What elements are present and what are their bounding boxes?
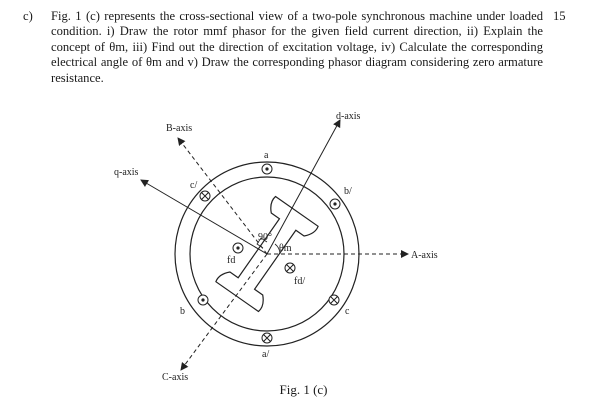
conductor-a-prime-cross	[262, 333, 272, 343]
c-axis-line	[181, 254, 270, 370]
a-axis-label: A-axis	[411, 250, 438, 261]
conductor-fd-prime-label: fd/	[294, 276, 306, 287]
conductor-c-prime-cross	[200, 191, 210, 201]
d-axis-label: d-axis	[336, 111, 361, 122]
conductor-b-prime-label: b/	[344, 186, 352, 197]
marks-label: 15	[553, 9, 566, 23]
conductor-fd-prime-cross	[285, 263, 295, 273]
conductor-c-label: c	[345, 306, 350, 317]
right-angle-label: 90°	[258, 232, 272, 243]
conductor-b-prime-dot	[330, 199, 340, 209]
question-label: c)	[23, 9, 33, 23]
conductor-a-label: a	[264, 150, 269, 161]
conductor-b-label: b	[180, 306, 185, 317]
figure-caption: Fig. 1 (c)	[279, 382, 328, 397]
conductor-c-prime-label: c/	[190, 180, 198, 191]
b-axis-line	[178, 138, 267, 254]
conductor-a-prime-label: a/	[262, 349, 270, 360]
conductor-fd-label: fd	[227, 255, 236, 266]
conductor-b-dot	[198, 295, 208, 305]
conductor-fd-dot	[233, 243, 243, 253]
c-axis-label: C-axis	[162, 372, 189, 383]
conductor-c-cross	[329, 295, 339, 305]
b-axis-label: B-axis	[166, 123, 193, 134]
q-axis-label: q-axis	[114, 167, 139, 178]
theta-m-label: θm	[279, 243, 292, 254]
conductor-a-dot	[262, 164, 272, 174]
question-text: Fig. 1 (c) represents the cross-sectional view of a two-pole synchronous machine under loaded condition. i) Draw the rotor mmf phasor for the given field current direction, ii) Explain the concept of θm, iii) Find out the direction of excitation voltage, iv) Calculate the corresponding electrical angle of θm and v) Draw the corresponding phasor diagram considering zero armature resistance.	[51, 9, 543, 85]
